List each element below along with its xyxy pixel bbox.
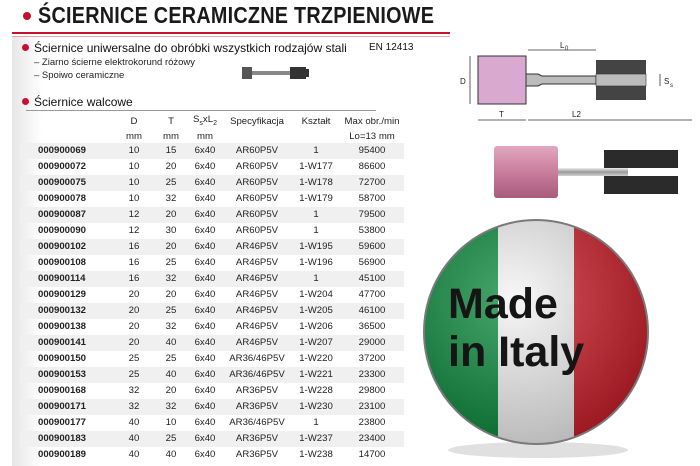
- cell-max-rpm: 79500: [340, 207, 404, 223]
- cell-code: 000900087: [20, 207, 114, 223]
- table-row: [20, 399, 404, 415]
- cell-max-rpm: 23800: [358, 416, 386, 428]
- cell-t: 15: [154, 143, 188, 159]
- cell-t: 25: [165, 256, 177, 268]
- cell-max-rpm: 86600: [358, 160, 386, 172]
- cell-spec: AR36/46P5V: [222, 367, 292, 383]
- subtitle-bullet: [22, 44, 29, 51]
- table-row: [20, 223, 404, 239]
- table-row: [20, 159, 404, 175]
- cell-t: 25: [154, 175, 188, 191]
- cell-d: 16: [114, 239, 154, 255]
- cell-d: 40: [128, 416, 140, 428]
- cell-code: 000900069: [20, 143, 114, 159]
- cell-shank: 6x40: [194, 256, 216, 268]
- table-body: [20, 143, 404, 463]
- badge-line-italy: in Italy: [448, 328, 585, 376]
- cell-spec: AR60P5V: [235, 224, 279, 236]
- diagram-label-t: T: [499, 110, 504, 119]
- cell-spec: AR36/46P5V: [229, 416, 285, 428]
- made-in-italy-badge: [418, 210, 654, 460]
- title-bullet: [23, 12, 31, 20]
- cell-shape: 1-W204: [299, 288, 333, 300]
- cell-d: 12: [128, 224, 140, 236]
- cell-shape: 1-W177: [299, 160, 333, 172]
- cell-shank: 6x40: [188, 271, 222, 287]
- cell-shank: 6x40: [188, 175, 222, 191]
- table-row: [20, 319, 404, 335]
- cell-spec: AR36P5V: [235, 384, 279, 396]
- cell-code: 000900108: [38, 256, 87, 268]
- header-shape: Kształt: [301, 115, 331, 127]
- cell-code: 000900189: [38, 448, 87, 460]
- cell-shape: 1: [292, 143, 340, 159]
- table-row: [20, 303, 404, 319]
- header-t: T: [168, 115, 174, 127]
- cell-d: 10: [114, 143, 154, 159]
- table-row: [20, 335, 404, 351]
- cell-spec: AR46P5V: [235, 288, 279, 300]
- cell-d: 10: [128, 160, 140, 172]
- cell-spec: AR60P5V: [235, 160, 279, 172]
- cell-max-rpm: 29000: [340, 335, 404, 351]
- cell-d: 25: [128, 352, 140, 364]
- cell-t: 20: [165, 384, 177, 396]
- subheader-shape: [292, 130, 340, 143]
- cell-max-rpm: 95400: [340, 143, 404, 159]
- cell-t: 30: [165, 224, 177, 236]
- cell-shank: 6x40: [188, 239, 222, 255]
- cell-d: 40: [128, 448, 140, 460]
- mounted-point-thumbnail: [240, 63, 310, 83]
- cell-shape: 1-W206: [299, 320, 333, 332]
- cell-shank: 6x40: [188, 431, 222, 447]
- cell-shank: 6x40: [188, 367, 222, 383]
- section-bullet: [22, 98, 29, 105]
- cell-shape: 1-W238: [299, 448, 333, 460]
- cell-code: 000900132: [20, 303, 114, 319]
- cell-shank: 6x40: [194, 288, 216, 300]
- header-shank: [188, 113, 222, 130]
- cell-max-rpm: 47700: [358, 288, 386, 300]
- cell-spec: AR46P5V: [222, 239, 292, 255]
- spec-table: [20, 113, 404, 463]
- cell-spec: AR60P5V: [222, 143, 292, 159]
- cell-shape: 1: [313, 224, 319, 236]
- page-title: ŚCIERNICE CERAMICZNE TRZPIENIOWE: [38, 2, 435, 28]
- table-row: [20, 447, 404, 463]
- cell-shank: 6x40: [194, 320, 216, 332]
- cell-max-rpm: 53800: [358, 224, 386, 236]
- cell-shape: 1-W195: [292, 239, 340, 255]
- header-d: D: [130, 115, 138, 127]
- cell-shape: 1-W207: [292, 335, 340, 351]
- diagram-label-l2: L2: [572, 110, 581, 119]
- table-row: [20, 143, 404, 159]
- cell-shape: 1-W205: [292, 303, 340, 319]
- table-row: [20, 271, 404, 287]
- cell-shape: 1-W178: [292, 175, 340, 191]
- cell-spec: AR36P5V: [222, 399, 292, 415]
- cell-shank: 6x40: [194, 224, 216, 236]
- cell-spec: AR60P5V: [222, 207, 292, 223]
- cell-t: 20: [165, 288, 177, 300]
- cell-d: 16: [128, 256, 140, 268]
- cell-t: 40: [165, 448, 177, 460]
- cell-spec: AR46P5V: [222, 335, 292, 351]
- cell-code: 000900183: [20, 431, 114, 447]
- cell-shape: 1: [313, 416, 319, 428]
- cell-shape: 1-W221: [292, 367, 340, 383]
- cell-code: 000900171: [20, 399, 114, 415]
- subheader-spec: [222, 130, 292, 143]
- cell-t: 10: [165, 416, 177, 428]
- diagram-label-l0-sub: 0: [565, 46, 569, 52]
- cell-code: 000900072: [38, 160, 87, 172]
- cell-d: 20: [114, 335, 154, 351]
- cell-shank: 6x40: [188, 143, 222, 159]
- cell-shank: 6x40: [188, 303, 222, 319]
- cell-code: 000900078: [38, 192, 87, 204]
- title-underline-thin: [12, 36, 450, 37]
- cell-max-rpm: 56900: [358, 256, 386, 268]
- feature-grain: – Ziarno ścierne elektrokorund różowy: [34, 57, 196, 68]
- subheader-t-unit: mm: [163, 130, 179, 142]
- cell-shank: 6x40: [194, 448, 216, 460]
- cell-d: 10: [114, 175, 154, 191]
- cell-shape: 1-W237: [292, 431, 340, 447]
- table-header-row: [20, 113, 404, 130]
- cell-d: 20: [128, 288, 140, 300]
- cell-t: 32: [165, 192, 177, 204]
- section-title: Ściernice walcowe: [34, 95, 133, 109]
- cell-t: 40: [154, 335, 188, 351]
- cell-code: 000900177: [38, 416, 87, 428]
- header-spec: Specyfikacja: [230, 115, 284, 127]
- cell-max-rpm: 29800: [358, 384, 386, 396]
- cell-shape: 1: [292, 207, 340, 223]
- cell-shape: 1-W230: [292, 399, 340, 415]
- table-subheader-row: [20, 130, 404, 143]
- table-row: [20, 191, 404, 207]
- cell-max-rpm: 23400: [340, 431, 404, 447]
- cell-max-rpm: 36500: [358, 320, 386, 332]
- cell-spec: AR46P5V: [222, 271, 292, 287]
- cell-spec: AR60P5V: [235, 192, 279, 204]
- cell-t: 32: [165, 320, 177, 332]
- cell-code: 000900114: [20, 271, 114, 287]
- cell-spec: AR36P5V: [235, 448, 279, 460]
- cell-max-rpm: 46100: [340, 303, 404, 319]
- badge-line-made: Made: [448, 280, 558, 328]
- norm-label: EN 12413: [369, 42, 414, 53]
- cell-d: 12: [114, 207, 154, 223]
- cell-t: 40: [154, 367, 188, 383]
- cell-code: 000900153: [20, 367, 114, 383]
- table-row: [20, 431, 404, 447]
- cell-shank: 6x40: [188, 207, 222, 223]
- cell-d: 32: [114, 399, 154, 415]
- diagram-label-d: D: [460, 77, 466, 86]
- dimension-diagram: [456, 38, 696, 136]
- cell-shape: 1-W196: [299, 256, 333, 268]
- section-divider: [26, 110, 376, 111]
- product-photo: [488, 140, 684, 204]
- cell-shape: 1-W228: [299, 384, 333, 396]
- cell-shape: 1-W220: [299, 352, 333, 364]
- cell-code: 000900090: [38, 224, 87, 236]
- cell-spec: AR46P5V: [222, 303, 292, 319]
- cell-shank: 6x40: [194, 384, 216, 396]
- subheader-code: [20, 130, 114, 143]
- cell-max-rpm: 14700: [358, 448, 386, 460]
- subheader-s-unit: mm: [197, 130, 213, 142]
- cell-d: 10: [128, 192, 140, 204]
- cell-d: 16: [114, 271, 154, 287]
- cell-d: 40: [114, 431, 154, 447]
- table-row: [20, 175, 404, 191]
- cell-code: 000900150: [38, 352, 87, 364]
- cell-shank: 6x40: [194, 160, 216, 172]
- cell-code: 000900138: [38, 320, 87, 332]
- cell-max-rpm: 59600: [340, 239, 404, 255]
- cell-max-rpm: 72700: [340, 175, 404, 191]
- cell-max-rpm: 45100: [340, 271, 404, 287]
- cell-max-rpm: 37200: [358, 352, 386, 364]
- diagram-label-s-sub: s: [670, 83, 673, 89]
- cell-spec: AR46P5V: [235, 320, 279, 332]
- cell-code: 000900141: [20, 335, 114, 351]
- cell-spec: AR46P5V: [235, 256, 279, 268]
- cell-d: 32: [128, 384, 140, 396]
- table-row: [20, 415, 404, 431]
- table-row: [20, 351, 404, 367]
- table-row: [20, 287, 404, 303]
- cell-max-rpm: 23300: [340, 367, 404, 383]
- cell-code: 000900129: [38, 288, 87, 300]
- cell-t: 25: [154, 431, 188, 447]
- feature-bond: – Spoiwo ceramiczne: [34, 70, 125, 81]
- table-row: [20, 383, 404, 399]
- cell-spec: AR60P5V: [222, 175, 292, 191]
- table-row: [20, 255, 404, 271]
- cell-max-rpm: 58700: [358, 192, 386, 204]
- cell-shank: 6x40: [188, 335, 222, 351]
- header-code: [20, 113, 114, 130]
- header-s: S: [193, 114, 200, 125]
- diagram-label-s: S: [664, 77, 670, 86]
- cell-t: 32: [154, 399, 188, 415]
- cell-t: 20: [154, 207, 188, 223]
- cell-d: 20: [128, 320, 140, 332]
- cell-t: 20: [154, 239, 188, 255]
- cell-code: 000900168: [38, 384, 87, 396]
- cell-spec: AR36/46P5V: [229, 352, 285, 364]
- cell-t: 25: [165, 352, 177, 364]
- cell-shank: 6x40: [188, 399, 222, 415]
- table-row: [20, 207, 404, 223]
- header-xl: xL: [202, 114, 214, 125]
- cell-shank: 6x40: [194, 192, 216, 204]
- cell-spec: AR36P5V: [222, 431, 292, 447]
- subheader-d-unit: mm: [126, 130, 142, 142]
- cell-t: 20: [165, 160, 177, 172]
- cell-shape: 1: [292, 271, 340, 287]
- header-max-rpm: Max obr./min: [344, 115, 400, 127]
- cell-t: 25: [154, 303, 188, 319]
- cell-shank: 6x40: [194, 416, 216, 428]
- header-s-sub: s: [199, 119, 203, 127]
- table-row: [20, 239, 404, 255]
- header-l2-sub: 2: [213, 119, 217, 127]
- cell-d: 25: [114, 367, 154, 383]
- cell-shank: 6x40: [194, 352, 216, 364]
- product-subtitle: Ściernice uniwersalne do obróbki wszystkich rodzajów stali: [34, 41, 347, 55]
- title-underline: [12, 32, 450, 34]
- cell-code: 000900075: [20, 175, 114, 191]
- table-row: [20, 367, 404, 383]
- diagram-label-l0: L: [560, 41, 565, 50]
- subheader-lo: Lo=13 mm: [349, 130, 395, 142]
- cell-d: 20: [114, 303, 154, 319]
- cell-t: 32: [154, 271, 188, 287]
- cell-shape: 1-W179: [299, 192, 333, 204]
- cell-max-rpm: 23100: [340, 399, 404, 415]
- cell-code: 000900102: [20, 239, 114, 255]
